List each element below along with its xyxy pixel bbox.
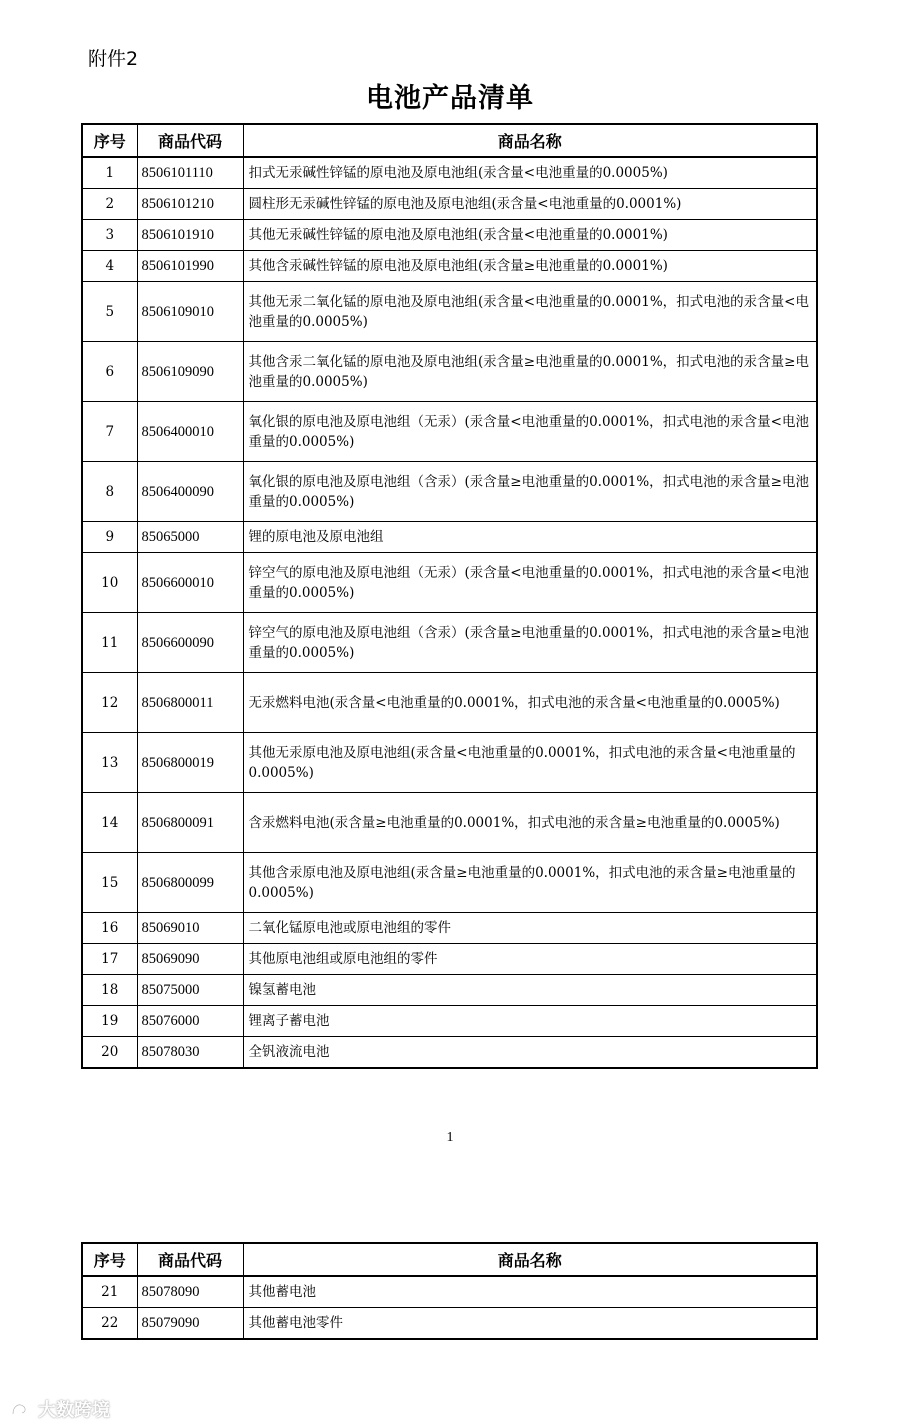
row-seq: 1 xyxy=(82,157,137,189)
row-name: 含汞燃料电池(汞含量≥电池重量的0.0001%，扣式电池的汞含量≥电池重量的0.0005%) xyxy=(243,793,817,853)
row-code: 85076000 xyxy=(137,1006,243,1037)
header-seq: 序号 xyxy=(82,124,137,157)
row-seq: 11 xyxy=(82,613,137,673)
row-name: 全钒液流电池 xyxy=(243,1037,817,1069)
row-code: 8506400090 xyxy=(137,462,243,522)
row-name: 锌空气的原电池及原电池组（含汞）(汞含量≥电池重量的0.0001%，扣式电池的汞含量≥电池重量的0.0005%) xyxy=(243,613,817,673)
row-code: 85075000 xyxy=(137,975,243,1006)
row-seq: 9 xyxy=(82,522,137,553)
table-row xyxy=(82,733,817,793)
row-name: 镍氢蓄电池 xyxy=(243,975,817,1006)
table-row xyxy=(82,913,817,944)
row-name: 锌空气的原电池及原电池组（无汞）(汞含量<电池重量的0.0001%，扣式电池的汞含量<电池重量的0.0005%) xyxy=(243,553,817,613)
table-row xyxy=(82,1006,817,1037)
row-code: 8506800019 xyxy=(137,733,243,793)
table-row xyxy=(82,944,817,975)
table-row xyxy=(82,157,817,189)
table-header-row xyxy=(82,124,817,157)
row-seq: 2 xyxy=(82,189,137,220)
row-seq: 15 xyxy=(82,853,137,913)
row-code: 85069010 xyxy=(137,913,243,944)
row-seq: 20 xyxy=(82,1037,137,1069)
table-row xyxy=(82,793,817,853)
row-name: 其他原电池组或原电池组的零件 xyxy=(243,944,817,975)
row-code: 85079090 xyxy=(137,1308,243,1340)
row-name: 氧化银的原电池及原电池组（无汞）(汞含量<电池重量的0.0001%，扣式电池的汞含量<电池重量的0.0005%) xyxy=(243,402,817,462)
row-name: 其他含汞二氧化锰的原电池及原电池组(汞含量≥电池重量的0.0001%，扣式电池的汞含量≥电池重量的0.0005%) xyxy=(243,342,817,402)
row-code: 85078090 xyxy=(137,1276,243,1308)
row-name: 氧化银的原电池及原电池组（含汞）(汞含量≥电池重量的0.0001%，扣式电池的汞含量≥电池重量的0.0005%) xyxy=(243,462,817,522)
header-code: 商品代码 xyxy=(137,124,243,157)
row-code: 8506101910 xyxy=(137,220,243,251)
row-code: 8506400010 xyxy=(137,402,243,462)
row-name: 无汞燃料电池(汞含量<电池重量的0.0001%，扣式电池的汞含量<电池重量的0.0005%) xyxy=(243,673,817,733)
row-name: 圆柱形无汞碱性锌锰的原电池及原电池组(汞含量<电池重量的0.0001%) xyxy=(243,189,817,220)
row-seq: 7 xyxy=(82,402,137,462)
table-row xyxy=(82,522,817,553)
row-seq: 8 xyxy=(82,462,137,522)
table-row xyxy=(82,1037,817,1069)
table-row xyxy=(82,189,817,220)
row-name: 扣式无汞碱性锌锰的原电池及原电池组(汞含量<电池重量的0.0005%) xyxy=(243,157,817,189)
watermark-logo-icon xyxy=(10,1400,34,1418)
battery-product-table xyxy=(81,123,818,1069)
row-name: 其他无汞碱性锌锰的原电池及原电池组(汞含量<电池重量的0.0001%) xyxy=(243,220,817,251)
page-number: 1 xyxy=(446,1130,454,1145)
document-title: 电池产品清单 xyxy=(366,83,534,114)
table-row xyxy=(82,613,817,673)
table-row xyxy=(82,1276,817,1308)
row-name: 二氧化锰原电池或原电池组的零件 xyxy=(243,913,817,944)
row-code: 8506600010 xyxy=(137,553,243,613)
row-seq: 22 xyxy=(82,1308,137,1340)
header-name: 商品名称 xyxy=(243,124,817,157)
row-name: 其他含汞碱性锌锰的原电池及原电池组(汞含量≥电池重量的0.0001%) xyxy=(243,251,817,282)
row-code: 85065000 xyxy=(137,522,243,553)
row-code: 8506600090 xyxy=(137,613,243,673)
row-code: 85069090 xyxy=(137,944,243,975)
row-seq: 19 xyxy=(82,1006,137,1037)
watermark xyxy=(10,1396,110,1422)
row-code: 85078030 xyxy=(137,1037,243,1069)
row-name: 锂的原电池及原电池组 xyxy=(243,522,817,553)
row-seq: 18 xyxy=(82,975,137,1006)
table-row xyxy=(82,462,817,522)
row-seq: 13 xyxy=(82,733,137,793)
row-seq: 10 xyxy=(82,553,137,613)
row-name: 其他无汞二氧化锰的原电池及原电池组(汞含量<电池重量的0.0001%，扣式电池的汞含量<电池重量的0.0005%) xyxy=(243,282,817,342)
table-row xyxy=(82,853,817,913)
watermark-text: 大数跨境 xyxy=(38,1400,110,1421)
row-seq: 4 xyxy=(82,251,137,282)
row-code: 8506101990 xyxy=(137,251,243,282)
attachment-label: 附件2 xyxy=(88,48,139,70)
table-row xyxy=(82,342,817,402)
table-row xyxy=(82,975,817,1006)
table-row xyxy=(82,220,817,251)
row-name: 其他蓄电池零件 xyxy=(243,1308,817,1340)
table-header-row xyxy=(82,1243,817,1276)
table-row xyxy=(82,673,817,733)
row-seq: 3 xyxy=(82,220,137,251)
row-name: 其他无汞原电池及原电池组(汞含量<电池重量的0.0001%，扣式电池的汞含量<电池重量的0.0005%) xyxy=(243,733,817,793)
row-seq: 5 xyxy=(82,282,137,342)
row-seq: 17 xyxy=(82,944,137,975)
header-code: 商品代码 xyxy=(137,1243,243,1276)
row-seq: 14 xyxy=(82,793,137,853)
row-seq: 16 xyxy=(82,913,137,944)
table-row xyxy=(82,282,817,342)
header-name: 商品名称 xyxy=(243,1243,817,1276)
row-seq: 6 xyxy=(82,342,137,402)
table-row xyxy=(82,251,817,282)
table-row xyxy=(82,402,817,462)
row-name: 其他含汞原电池及原电池组(汞含量≥电池重量的0.0001%，扣式电池的汞含量≥电池重量的0.0005%) xyxy=(243,853,817,913)
row-seq: 21 xyxy=(82,1276,137,1308)
row-code: 8506101110 xyxy=(137,157,243,189)
battery-product-table-continued xyxy=(81,1242,818,1340)
header-seq: 序号 xyxy=(82,1243,137,1276)
row-code: 8506800091 xyxy=(137,793,243,853)
table-row xyxy=(82,553,817,613)
row-name: 其他蓄电池 xyxy=(243,1276,817,1308)
row-seq: 12 xyxy=(82,673,137,733)
row-code: 8506109090 xyxy=(137,342,243,402)
row-code: 8506109010 xyxy=(137,282,243,342)
row-code: 8506800011 xyxy=(137,673,243,733)
row-code: 8506101210 xyxy=(137,189,243,220)
row-code: 8506800099 xyxy=(137,853,243,913)
table-row xyxy=(82,1308,817,1340)
row-name: 锂离子蓄电池 xyxy=(243,1006,817,1037)
